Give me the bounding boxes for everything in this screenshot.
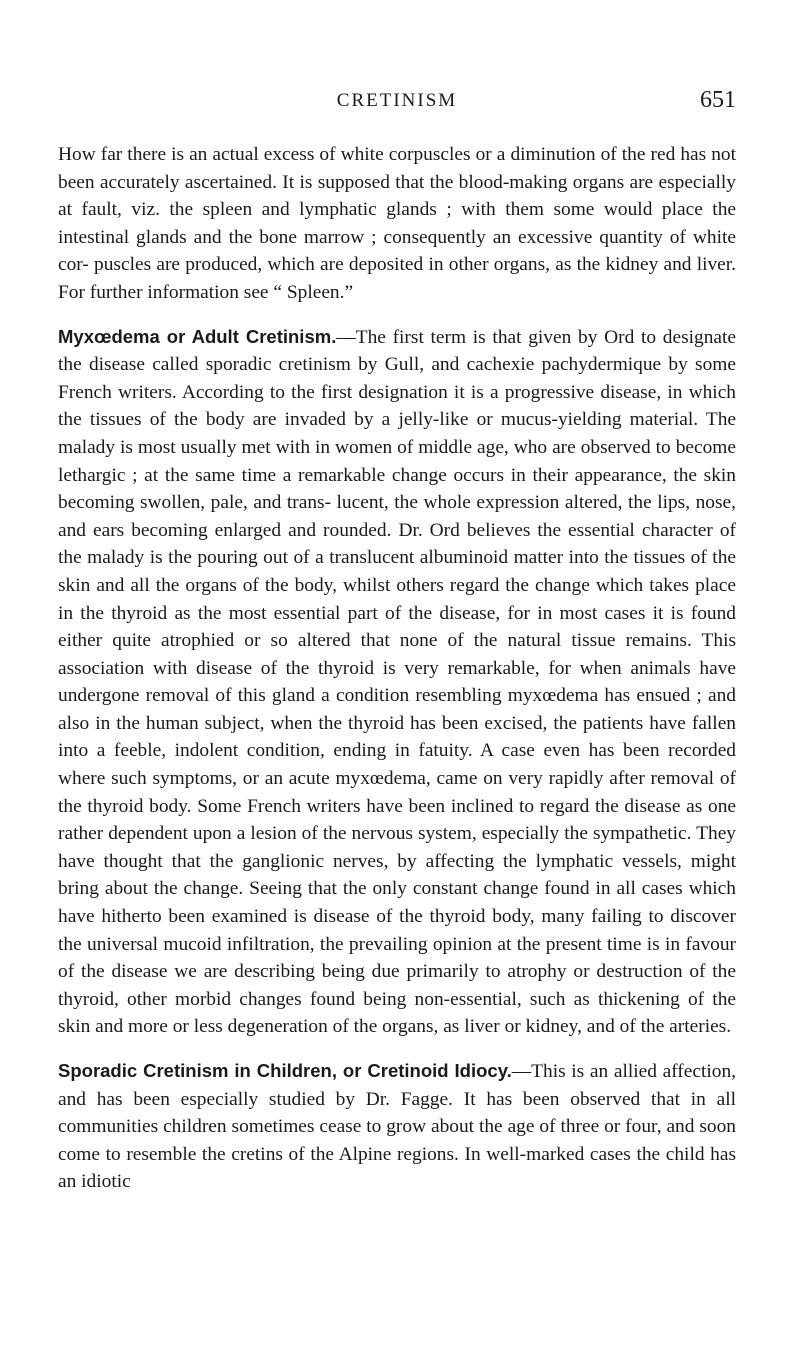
page-number: 651 bbox=[700, 87, 736, 113]
paragraph-text: —This is an allied affection, and has been especially studied by Dr. Fagge. It has been observed that in all communities children sometimes cease to grow about the age of three or four, and soon come to resemble the cretins of the Alpine regions. In well-marked cases the child has an idiotic bbox=[58, 1061, 736, 1193]
paragraph-text: How far there is an actual excess of white corpuscles or a diminution of the red has not been accurately ascertained. It is supposed that the blood-making organs are especially at fault, viz. the spleen and lymphatic glands ; with them some would place the intestinal glands and the bone marrow ; consequently an excessive quantity of white cor- puscles are produced, which are deposited in other organs, as the kidney and liver. For further information see “ Spleen.” bbox=[58, 144, 736, 303]
section-heading: Myxœdema or Adult Cretinism. bbox=[58, 325, 337, 347]
running-header bbox=[58, 87, 736, 120]
body-text bbox=[58, 141, 736, 1196]
paragraph-sporadic-cretinism bbox=[58, 1057, 736, 1196]
paragraph-leukaemia-continued bbox=[58, 141, 736, 307]
paragraph-myxoedema bbox=[58, 323, 736, 1041]
paragraph-text: —The first term is that given by Ord to designate the disease called sporadic cretinism by Gull, and cachexie pachydermique by some French writers. According to the first designation it is a progressive disease, in which the tissues of the body are invaded by a jelly-like or mucus-yielding material. The malady is most usually met with in women of middle age, who are observed to become lethargic ; at the same time a remarkable change occurs in their appearance, the skin becoming swollen, pale, and trans- lucent, the whole expression altered, the lips, nose, and ears becoming enlarged and rounded. Dr. Ord believes the essential character of the malady is the pouring out of a translucent albuminoid matter into the tissues of the skin and all the organs of the body, whilst others regard the change which takes place in the thyroid as the most essential part of the disease, for in most cases it is found either quite atrophied or so altered that none of the natural tissue remains. This association with disease of the thyroid is very remarkable, for when animals have undergone removal of this gland a condition resembling myxœdema has ensued ; and also in the human subject, when the thyroid has been excised, the patients have fallen into a feeble, indolent condition, ending in fatuity. A case even has been recorded where such symptoms, or an acute myxœdema, came on very rapidly after removal of the thyroid body. Some French writers have been inclined to regard the disease as one rather dependent upon a lesion of the nervous system, especially the sympathetic. They have thought that the ganglionic nerves, by affecting the lymphatic vessels, might bring about the change. Seeing that the only constant change found in all cases which have hitherto been examined is disease of the thyroid body, many failing to discover the universal mucoid infiltration, the prevailing opinion at the present time is in favour of the disease we are describing being due primarily to atrophy or destruction of the thyroid, other morbid changes found being non-essential, such as thickening of the skin and more or less degeneration of the organs, as liver or kidney, and of the arteries. bbox=[58, 326, 736, 1038]
running-title: CRETINISM bbox=[336, 90, 458, 111]
section-heading: Sporadic Cretinism in Children, or Cretinoid Idiocy. bbox=[58, 1060, 512, 1081]
